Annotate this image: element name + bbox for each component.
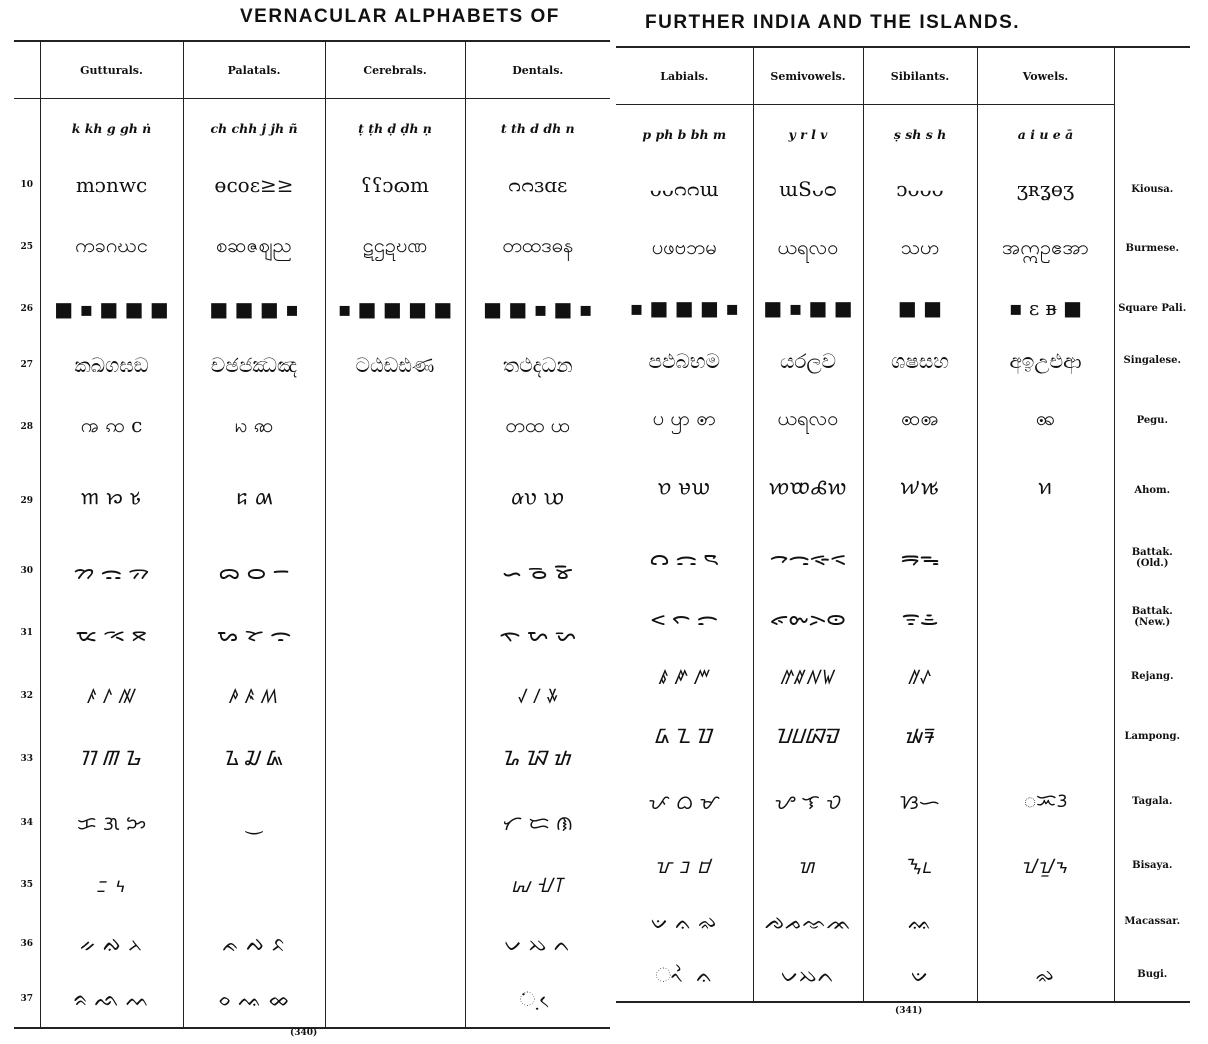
row-number: 27: [20, 359, 34, 370]
glyph-cell: 𑜑: [977, 453, 1114, 528]
glyph-cell: အဣဥဧအာ: [977, 216, 1114, 282]
table-row: [14, 282, 610, 337]
table-row: [14, 540, 610, 602]
glyph-cell: 𑜃 𑜄: [183, 462, 325, 540]
sub-dentals: t th d dh n: [465, 99, 610, 158]
page-left: [14, 40, 610, 1029]
table-row: [14, 602, 610, 664]
glyph-cell: ᨀ ᨁ ᨂ: [40, 916, 183, 971]
glyph-cell: [183, 854, 325, 916]
glyph-cell: [325, 916, 465, 971]
glyph-cell: ᯂ ᯃ ᯄ: [40, 540, 183, 602]
glyph-cell: ᨗ ᨘ ᨙ: [465, 971, 610, 1027]
glyph-cell: ᯗ ᯘ ᯙ: [183, 602, 325, 664]
glyph-cell: သဟ: [863, 216, 977, 282]
glyph-cell: ᝐᝑ: [863, 836, 977, 895]
glyph-cell: 𑜀 𑜁 𑜂: [40, 462, 183, 540]
table-row: [616, 836, 1190, 895]
left-alphabet-table: [14, 42, 610, 1027]
glyph-cell: ᨔ ᨕ ᨖ: [183, 971, 325, 1027]
glyph-cell: ▪ ■ ■ ■ ▪: [629, 296, 739, 321]
sub-vowels: a i u e ā: [977, 105, 1114, 164]
sub-cerebrals: ṭ ṭh ḍ ḍh ṇ: [325, 99, 465, 158]
table-row: [616, 587, 1190, 646]
table-row: [14, 916, 610, 971]
glyph-cell: ᝃ ᝄ: [40, 854, 183, 916]
glyph-cell: ᯠᯡᯢᯣ: [753, 587, 863, 646]
glyph-cell: ကခဂဃင: [40, 212, 183, 281]
table-row: [616, 163, 1190, 216]
glyph-cell: ယရလဝ: [753, 387, 863, 453]
language-name: Burmese.: [1114, 216, 1190, 282]
row-number: 35: [20, 879, 34, 890]
table-row: [14, 462, 610, 540]
header-palatals: Palatals.: [183, 42, 325, 99]
glyph-cell: ᜉ ᜊ ᜋ: [648, 790, 721, 815]
language-name: Lampong.: [1114, 706, 1190, 768]
glyph-cell: ᨆᨇᨈ: [753, 948, 863, 1001]
glyph-cell: ပ ꩥ ꩦ: [652, 406, 716, 431]
glyph-cell: ꤼꤽꤾꤿ: [753, 647, 863, 706]
glyph-cell: ꤶ ꤷ ꤸ: [465, 665, 610, 727]
page-right: [616, 46, 1190, 1003]
row-number: 36: [20, 938, 34, 949]
table-row: [616, 948, 1190, 1001]
row-number: 28: [20, 421, 34, 432]
glyph-cell: ᯎᯏᯐᯑ: [753, 528, 863, 587]
glyph-cell: ʒʀʓɵʒ: [977, 163, 1114, 216]
glyph-cell: 𑜈 𑜉𑜊: [657, 474, 711, 499]
glyph-cell: ꤳ ꤴ ꤵ: [183, 665, 325, 727]
glyph-cell: ပဖဗဘမ: [651, 234, 717, 259]
row-number: 34: [20, 817, 34, 828]
glyph-cell: තථදධන: [465, 337, 610, 392]
language-header-cell: [1114, 48, 1190, 105]
glyph-cell: ꩠ ꩡ c: [40, 392, 183, 461]
table-row: [14, 337, 610, 392]
glyph-cell: ‿: [183, 792, 325, 854]
sub-palatals: ch chh j jh ñ: [183, 99, 325, 158]
glyph-cell: ᝀᝁᝂ: [977, 836, 1114, 895]
glyph-cell: 𑜋𑜌𑜍𑜎: [753, 453, 863, 528]
row-number: 32: [20, 690, 34, 701]
table-row: [616, 768, 1190, 836]
sub-sibilants: ṣ sh s h: [863, 105, 977, 164]
table-row: [14, 727, 610, 792]
table-row: [616, 335, 1190, 388]
header-sibilants: Sibilants.: [863, 48, 977, 105]
language-name: Pegu.: [1114, 387, 1190, 453]
language-name: Macassar.: [1114, 895, 1190, 948]
glyph-cell: ɵᴄᴏɛ≥≥: [183, 157, 325, 212]
table-row: [616, 282, 1190, 335]
glyph-cell: [325, 727, 465, 792]
glyph-cell: ᜐᜑ: [863, 768, 977, 836]
corner-cell: [14, 42, 40, 99]
glyph-cell: ᯤᯥ: [863, 587, 977, 646]
row-number: 33: [20, 754, 34, 765]
glyph-cell: ꥀꥁ: [863, 647, 977, 706]
sub-semivowels: y r l v: [753, 105, 863, 164]
title-right: FURTHER INDIA AND THE ISLANDS.: [645, 12, 1021, 33]
header-dentals: Dentals.: [465, 42, 610, 99]
glyph-cell: ꩩ: [977, 387, 1114, 453]
glyph-cell: ᮚᮛ: [863, 706, 977, 768]
glyph-cell: [325, 665, 465, 727]
glyph-cell: ᨉ: [863, 948, 977, 1001]
glyph-cell: ▪ ■ ■ ■ ■: [325, 282, 465, 337]
glyph-cell: ꤰ ꤱ ꤲ: [40, 665, 183, 727]
glyph-cell: ᴗᴗᴒᴒɯ: [649, 177, 719, 202]
table-row: [616, 387, 1190, 453]
glyph-cell: [977, 528, 1114, 587]
language-name: Ahom.: [1114, 453, 1190, 528]
glyph-cell: ꩧꩨ: [863, 387, 977, 453]
glyph-cell: ᯈ ᯉ ᯊ: [465, 540, 610, 602]
glyph-cell: ᨋ: [977, 948, 1114, 1001]
title-left: VERNACULAR ALPHABETS OF: [240, 6, 560, 27]
glyph-cell: ᮓ ᮔ ᮕ: [655, 723, 713, 748]
language-name: Battak. (Old.): [1114, 528, 1190, 587]
glyph-cell: [977, 895, 1114, 948]
glyph-cell: ᝌ: [753, 836, 863, 895]
glyph-cell: චඡජඣඤ: [183, 337, 325, 392]
row-number: 37: [20, 994, 34, 1005]
page-number-left: (340): [290, 1028, 318, 1038]
glyph-cell: တထ ꩤ: [465, 392, 610, 461]
glyph-cell: ꩢ ꩣ: [183, 392, 325, 461]
glyph-cell: ᨌᨍᨎᨏ: [753, 895, 863, 948]
language-name: Bugi.: [1114, 948, 1190, 1001]
glyph-cell: ᮖᮗᮘᮙ: [753, 706, 863, 768]
row-number: 25: [20, 241, 34, 252]
right-alphabet-table: [616, 48, 1190, 1001]
page-number-right: (341): [895, 1006, 923, 1016]
sub-gutturals: k kh g gh ṅ: [40, 99, 183, 158]
header-labials: Labials.: [616, 48, 753, 105]
glyph-cell: ယရလဝ: [753, 216, 863, 282]
language-name: Rejang.: [1114, 647, 1190, 706]
table-row: [14, 157, 610, 212]
glyph-cell: [325, 792, 465, 854]
row-number: 26: [20, 304, 34, 315]
glyph-cell: [977, 647, 1114, 706]
glyph-cell: [325, 602, 465, 664]
glyph-cell: ▪ ɛ ᴃ ■: [977, 282, 1114, 335]
glyph-cell: စဆဇဈည: [183, 212, 325, 281]
glyph-cell: ■ ▪ ■ ■: [753, 282, 863, 335]
language-name: Bisaya.: [1114, 836, 1190, 895]
glyph-cell: ᜆ ᜇ ᜈ: [465, 792, 610, 854]
row-number: 31: [20, 628, 34, 639]
glyph-cell: ᯅ ᯆ ᯇ: [183, 540, 325, 602]
glyph-cell: ᨑ ᨒ ᨓ: [40, 971, 183, 1027]
glyph-cell: 𑜅𑜆 𑜇: [465, 462, 610, 540]
table-row: [616, 453, 1190, 528]
glyph-cell: ᯋ ᯌ ᯍ: [649, 546, 720, 571]
sub-corner: [14, 99, 40, 158]
sub-labials: p ph b bh m: [642, 126, 727, 142]
glyph-cell: [977, 706, 1114, 768]
glyph-cell: ᨚ ᨛ ᨊ: [655, 962, 714, 987]
glyph-cell: ᯔ ᯕ ᯖ: [40, 602, 183, 664]
glyph-cell: [325, 392, 465, 461]
table-row: [616, 706, 1190, 768]
glyph-cell: ශෂසහ: [863, 335, 977, 388]
table-row: [14, 792, 610, 854]
table-row: [616, 895, 1190, 948]
header-cerebrals: Cerebrals.: [325, 42, 465, 99]
glyph-cell: යරලව: [753, 335, 863, 388]
glyph-cell: ■ ▪ ■ ■ ■: [40, 282, 183, 337]
glyph-cell: ᴒᴒɜɑɛ: [465, 157, 610, 212]
glyph-cell: ■ ■: [863, 282, 977, 335]
table-row: [14, 971, 610, 1027]
glyph-cell: ᮊ ᮋ ᮌ: [40, 727, 183, 792]
glyph-cell: ᜌ ᜎ ᜏ: [753, 768, 863, 836]
glyph-cell: [325, 854, 465, 916]
table-row: [616, 647, 1190, 706]
glyph-cell: පඵබභම: [648, 348, 720, 373]
glyph-cell: ᝉ ᝊ ᝋ: [656, 854, 713, 879]
glyph-cell: ᯚ ᯛ ᯜ: [465, 602, 610, 664]
glyph-cell: ᯒᯓ: [863, 528, 977, 587]
glyph-cell: 𑜏𑜐: [863, 453, 977, 528]
language-name: Tagala.: [1114, 768, 1190, 836]
glyph-cell: ᝆ ᝇᝈ: [465, 854, 610, 916]
glyph-cell: ဋဌဍဎဏ: [325, 212, 465, 281]
table-row: [616, 528, 1190, 587]
glyph-cell: ᜀᜁᜂ: [977, 768, 1114, 836]
glyph-cell: [325, 540, 465, 602]
language-name: Square Pali.: [1114, 282, 1190, 335]
glyph-cell: ɯSᴗᴑ: [753, 163, 863, 216]
glyph-cell: ᮐ ᮑ ᮒ: [465, 727, 610, 792]
glyph-cell: ᮍ ᮎ ᮏ: [183, 727, 325, 792]
table-row: [14, 854, 610, 916]
header-semivowels: Semivowels.: [753, 48, 863, 105]
glyph-cell: [325, 462, 465, 540]
language-name: Battak. (New.): [1114, 587, 1190, 646]
language-name: Singalese.: [1114, 335, 1190, 388]
glyph-cell: ʕʕᴐɷm: [325, 157, 465, 212]
table-row: [14, 212, 610, 281]
glyph-cell: ᨆ ᨇ ᨈ: [465, 916, 610, 971]
glyph-cell: ටඨඩඪණ: [325, 337, 465, 392]
table-row: [14, 392, 610, 461]
glyph-cell: අඉඋඑආ: [977, 335, 1114, 388]
glyph-cell: ᴐᴗᴗᴗ: [863, 163, 977, 216]
header-gutturals: Gutturals.: [40, 42, 183, 99]
table-row: [616, 216, 1190, 282]
glyph-cell: ᯝ ᯞ ᯟ: [650, 605, 719, 630]
glyph-cell: တထဒဓန: [465, 212, 610, 281]
glyph-cell: [325, 971, 465, 1027]
row-number: 10: [20, 179, 34, 190]
table-row: [14, 665, 610, 727]
glyph-cell: ᨐ: [863, 895, 977, 948]
glyph-cell: mᴐnᴡϲ: [40, 157, 183, 212]
sub-language: [1114, 105, 1190, 164]
glyph-cell: ■ ■ ■ ▪: [183, 282, 325, 337]
glyph-cell: ᜃ ᜄ ᜅ: [40, 792, 183, 854]
row-number: 30: [20, 566, 34, 577]
glyph-cell: ᨃ ᨄ ᨅ: [183, 916, 325, 971]
glyph-cell: ꤹ ꤺ ꤻ: [659, 665, 710, 689]
row-number: 29: [20, 495, 34, 506]
language-name: Kiousa.: [1114, 163, 1190, 216]
glyph-cell: ■ ■ ▪ ■ ▪: [465, 282, 610, 337]
glyph-cell: ᨉ ᨊ ᨋ: [650, 909, 718, 934]
glyph-cell: [977, 587, 1114, 646]
glyph-cell: කඛගඝඞ: [40, 337, 183, 392]
header-vowels: Vowels.: [977, 48, 1114, 105]
